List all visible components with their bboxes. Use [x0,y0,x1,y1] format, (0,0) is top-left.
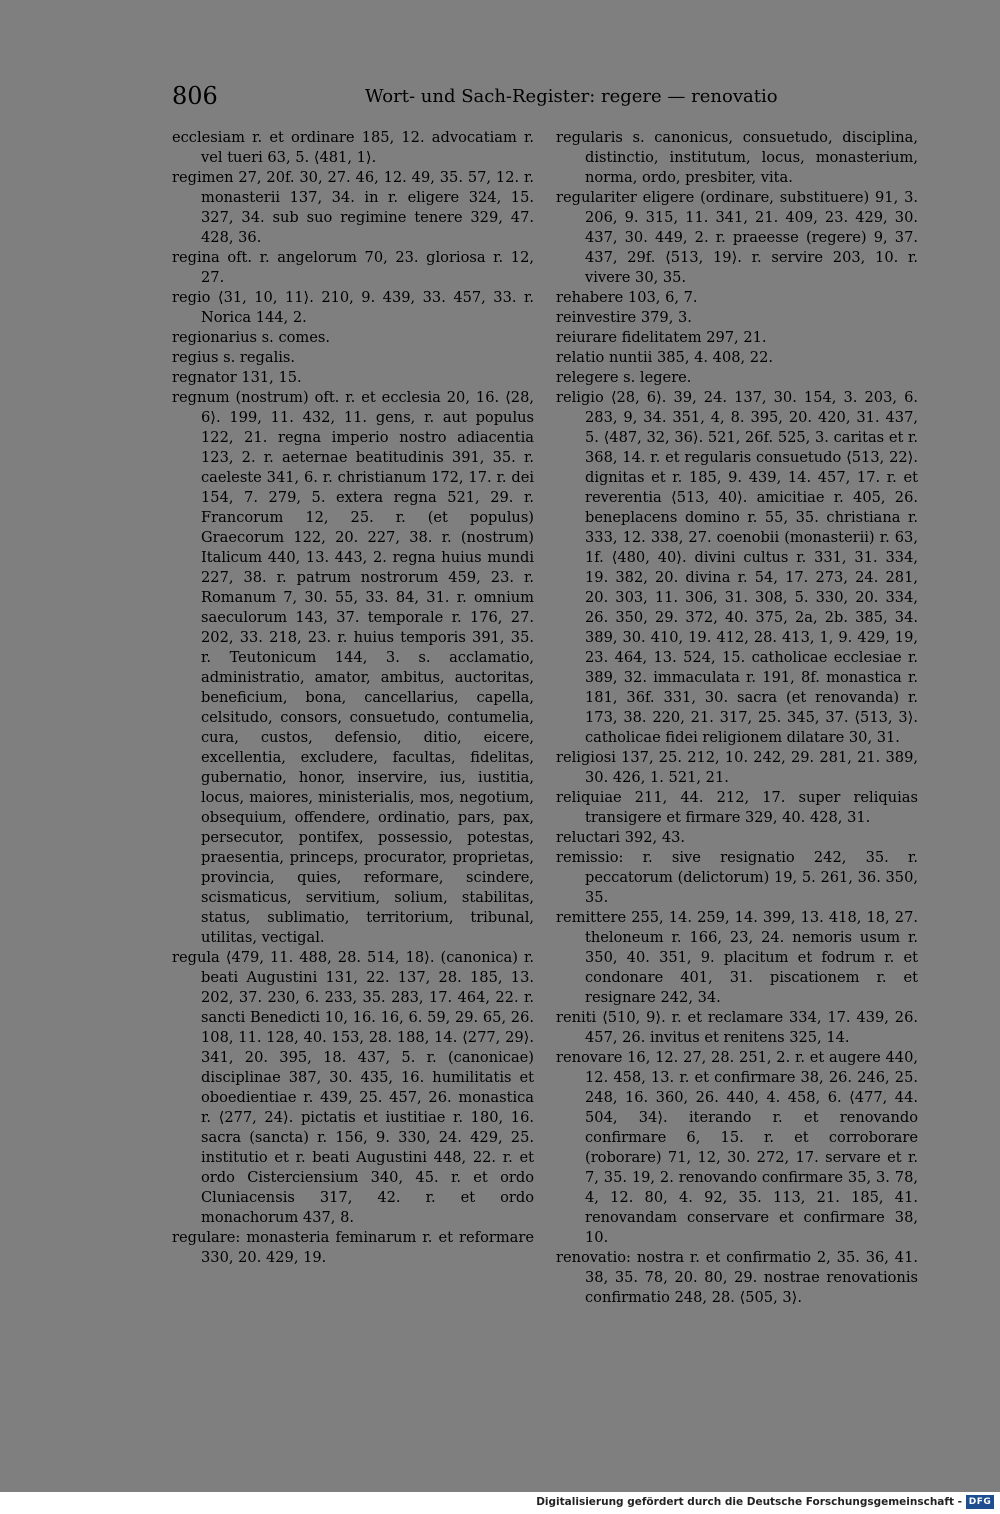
index-entry: regulariter eligere (ordinare, substituere) 91, 3. 206, 9. 315, 11. 341, 21. 409, 23. 429, 30. 437, 30. 449, 2. r. praeesse (regere) 9, 37. 437, 29f. ⟨513, 19⟩. r. servire 203, 10. r. vivere 30, 35. [556,189,918,286]
index-column-left [172,128,534,1268]
index-entry: regnum (nostrum) oft. r. et ecclesia 20, 16. ⟨28, 6⟩. 199, 11. 432, 11. gens, r. aut populus 122, 21. regna imperio nostro adiacentia 123, 2. r. aeternae beatitudinis 391, 35. r. caeleste 341, 6. r. christianum 172, 17. r. dei 154, 7. 279, 5. extera regna 521, 29. r. Francorum 12, 25. r. (et populus) Graecorum 122, 20. 227, 38. r. (nostrum) Italicum 440, 13. 443, 2. regna huius mundi 227, 38. r. patrum nostrorum 459, 23. r. Romanum 7, 30. 55, 33. 84, 31. r. omnium saeculorum 143, 37. temporale r. 176, 27. 202, 33. 218, 23. r. huius temporis 391, 35. r. Teutonicum 144, 3. s. acclamatio, administratio, amator, ambitus, auctoritas, beneficium, bona, cancellarius, capella, celsitudo, consors, consuetudo, contumelia, cura, custos, defensio, ditio, eicere, excellentia, excludere, facultas, fidelitas, gubernatio, honor, inservire, ius, iustitia, locus, maiores, ministerialis, mos, negotium, obsequium, offendere, ordinatio, pars, pax, persecutor, pontifex, possessio, potestas, praesentia, princeps, procurator, proprietas, provincia, quies, reformare, scindere, scismaticus, servitium, solium, stabilitas, status, sublimatio, territorium, tribunal, utilitas, vectigal. [172,389,534,946]
index-entry: religiosi 137, 25. 212, 10. 242, 29. 281, 21. 389, 30. 426, 1. 521, 21. [556,749,918,786]
index-entry: renovatio: nostra r. et confirmatio 2, 35. 36, 41. 38, 35. 78, 20. 80, 29. nostrae renovationis confirmatio 248, 28. ⟨505, 3⟩. [556,1249,918,1306]
page-number: 806 [172,82,218,110]
index-entry: reluctari 392, 43. [556,829,686,846]
index-entry: regula ⟨479, 11. 488, 28. 514, 18⟩. (canonica) r. beati Augustini 131, 22. 137, 28. 185, 13. 202, 37. 230, 6. 233, 35. 283, 17. 464, 22. r. sancti Benedicti 10, 16. 16, 6. 59, 29. 65, 26. 108, 11. 128, 40. 153, 28. 188, 14. ⟨277, 29⟩. 341, 20. 395, 18. 437, 5. r. (canonicae) disciplinae 387, 30. 435, 16. humilitatis et oboedientiae r. 439, 25. 457, 26. monastica r. ⟨277, 24⟩. pictatis et iustitiae r. 180, 16. sacra (sancta) r. 156, 9. 330, 24. 429, 25. institutio et r. beati Augustini 448, 22. r. et ordo Cisterciensium 340, 45. r. et ordo Cluniacensis 317, 42. r. et ordo monachorum 437, 8. [172,949,534,1226]
index-entry: reiurare fidelitatem 297, 21. [556,329,767,346]
index-entry: regularis s. canonicus, consuetudo, disciplina, distinctio, institutum, locus, monasterium, norma, ordo, presbiter, vita. [556,129,918,186]
index-entry: relegere s. legere. [556,369,692,386]
running-title: Wort- und Sach-Register: regere — renovatio [365,86,778,107]
index-column-right [556,128,918,1308]
dfg-logo-icon: DFG [966,1495,994,1509]
index-entry: regimen 27, 20f. 30, 27. 46, 12. 49, 35. 57, 12. r. monasterii 137, 34. in r. eligere 324, 15. 327, 34. sub suo regimine tenere 329, 47. 428, 36. [172,169,534,246]
index-entry: reinvestire 379, 3. [556,309,692,326]
index-entry: renovare 16, 12. 27, 28. 251, 2. r. et augere 440, 12. 458, 13. r. et confirmare 38, 26. 246, 25. 248, 16. 360, 26. 440, 4. 458, 6. ⟨477, 44. 504, 34⟩. iterando r. et renovando confirmare 6, 15. r. et corroborare (roborare) 71, 12, 30. 272, 17. servare et r. 7, 35. 19, 2. renovando confirmare 35, 3. 78, 4, 12. 80, 4. 92, 35. 113, 21. 185, 41. renovandam conservare et confirmare 38, 10. [556,1049,918,1246]
index-entry: regio ⟨31, 10, 11⟩. 210, 9. 439, 33. 457, 33. r. Norica 144, 2. [172,289,534,326]
index-entry: regionarius s. comes. [172,329,331,346]
index-entry: reliquiae 211, 44. 212, 17. super reliquias transigere et firmare 329, 40. 428, 31. [556,789,918,826]
index-entry: ecclesiam r. et ordinare 185, 12. advocatiam r. vel tueri 63, 5. ⟨481, 1⟩. [172,129,534,166]
index-entry: regnator 131, 15. [172,369,302,386]
index-entry: remissio: r. sive resignatio 242, 35. r. peccatorum (delictorum) 19, 5. 261, 36. 350, 35. [556,849,918,906]
index-entry: remittere 255, 14. 259, 14. 399, 13. 418, 18, 27. theloneum r. 166, 23, 24. nemoris usum r. 350, 40. 351, 9. placitum et fodrum r. et condonare 401, 31. piscationem r. et resignare 242, 34. [556,909,918,1006]
index-entry: rehabere 103, 6, 7. [556,289,698,306]
index-entry: relatio nuntii 385, 4. 408, 22. [556,349,774,366]
index-entry: regulare: monasteria feminarum r. et reformare 330, 20. 429, 19. [172,1229,534,1266]
index-entry: religio ⟨28, 6⟩. 39, 24. 137, 30. 154, 3. 203, 6. 283, 9, 34. 351, 4, 8. 395, 20. 420, 31. 437, 5. ⟨487, 32, 36⟩. 521, 26f. 525, 3. caritas et r. 368, 14. r. et regularis consuetudo ⟨513, 22⟩. dignitas et r. 185, 9. 439, 14. 457, 17. r. et reverentia ⟨513, 40⟩. amicitiae r. 405, 26. beneplacens domino r. 55, 35. christiana r. 333, 12. 338, 27. coenobii (monasterii) r. 63, 1f. ⟨480, 40⟩. divini cultus r. 331, 31. 334, 19. 382, 20. divina r. 54, 17. 273, 24. 281, 20. 303, 11. 306, 31. 308, 5. 330, 20. 334, 26. 350, 29. 372, 40. 375, 2a, 2b. 385, 34. 389, 30. 410, 19. 412, 28. 413, 1, 9. 429, 19, 23. 464, 13. 524, 15. catholicae ecclesiae r. 389, 32. immaculata r. 191, 8f. monastica r. 181, 36f. 331, 30. sacra (et renovanda) r. 173, 38. 220, 21. 317, 25. 345, 37. ⟨513, 3⟩. catholicae fidei religionem dilatare 30, 31. [556,389,918,746]
index-entry: regina oft. r. angelorum 70, 23. gloriosa r. 12, 27. [172,249,534,286]
funding-credit: Digitalisierung gefördert durch die Deutsche Forschungsgemeinschaft - [536,1496,962,1508]
index-entry: regius s. regalis. [172,349,296,366]
footer-bar [0,1492,1000,1514]
index-entry: reniti ⟨510, 9⟩. r. et reclamare 334, 17. 439, 26. 457, 26. invitus et renitens 325, 14. [556,1009,918,1046]
